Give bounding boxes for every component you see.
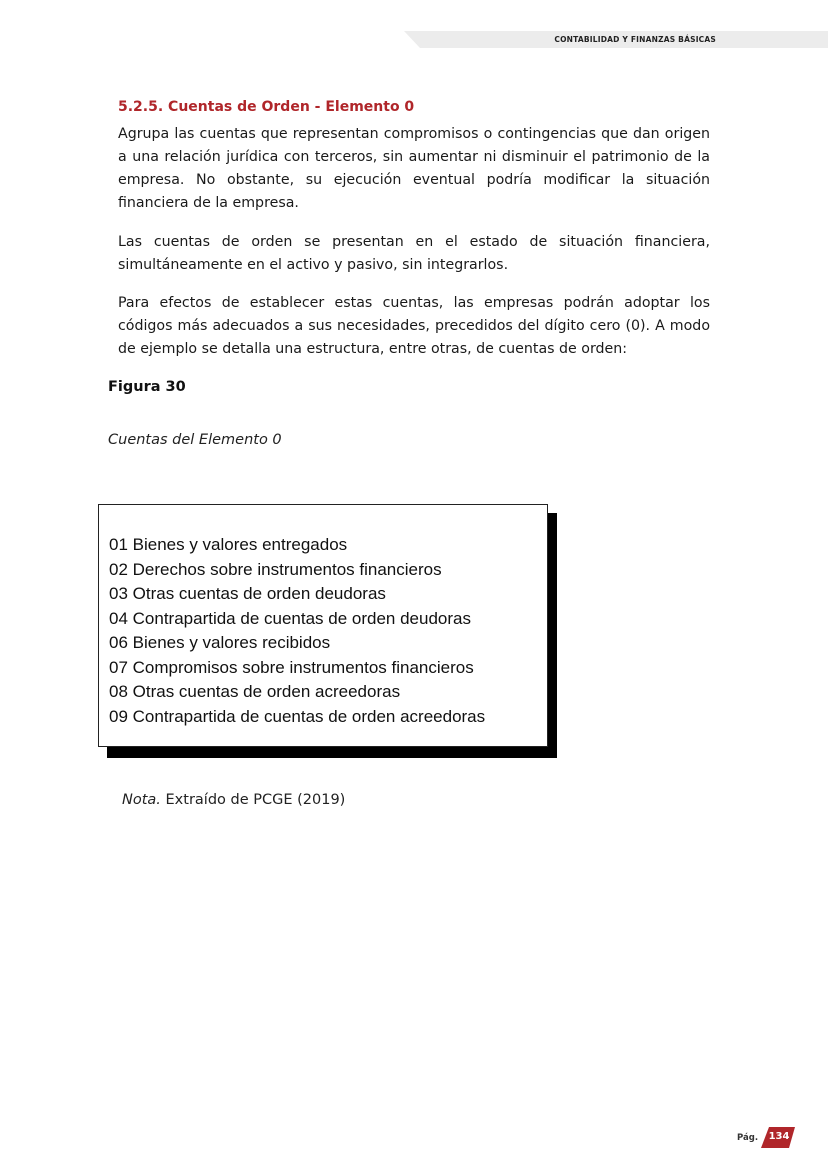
account-item-02: 02 Derechos sobre instrumentos financieros	[109, 559, 442, 579]
note-prefix: Nota.	[122, 792, 161, 808]
account-item-08: 08 Otras cuentas de orden acreedoras	[109, 682, 401, 701]
accounts-figure-box	[98, 504, 548, 747]
figure-note	[122, 792, 345, 808]
note-text: Extraído de PCGE (2019)	[160, 792, 346, 808]
account-item-07: 07 Compromisos sobre instrumentos financieros	[109, 657, 474, 677]
account-item-09: 09 Contrapartida de cuentas de orden acreedoras	[109, 706, 486, 726]
header-title: CONTABILIDAD Y FINANZAS BÁSICAS	[554, 35, 716, 44]
paragraph-1: Agrupa las cuentas que representan compromisos o contingencias que dan origen a una relación jurídica con terceros, sin aumentar ni disminuir el patrimonio de la empresa. No obstante, su ejecución eventual podría modificar la situación financiera de la empresa.	[118, 126, 710, 211]
account-item-06: 06 Bienes y valores recibidos	[109, 633, 331, 652]
paragraph-2: Las cuentas de orden se presentan en el estado de situación financiera, simultáneamente en el activo y pasivo, sin integrarlos.	[118, 234, 710, 273]
account-list	[109, 533, 485, 729]
figure-label: Figura 30	[108, 379, 186, 395]
account-item-01: 01 Bienes y valores entregados	[109, 535, 348, 554]
section-title: 5.2.5. Cuentas de Orden - Elemento 0	[118, 99, 415, 115]
account-item-03: 03 Otras cuentas de orden deudoras	[109, 584, 386, 603]
account-item-04: 04 Contrapartida de cuentas de orden deudoras	[109, 608, 471, 628]
page-number: 134	[768, 1131, 790, 1142]
figure-caption: Cuentas del Elemento 0	[108, 432, 282, 448]
paragraph-3: Para efectos de establecer estas cuentas, las empresas podrán adoptar los códigos más adecuados a sus necesidades, precedidos del dígito cero (0). A modo de ejemplo se detalla una estructura, entre otras, de cuentas de orden:	[118, 295, 710, 357]
page-label: Pág.	[737, 1133, 759, 1143]
